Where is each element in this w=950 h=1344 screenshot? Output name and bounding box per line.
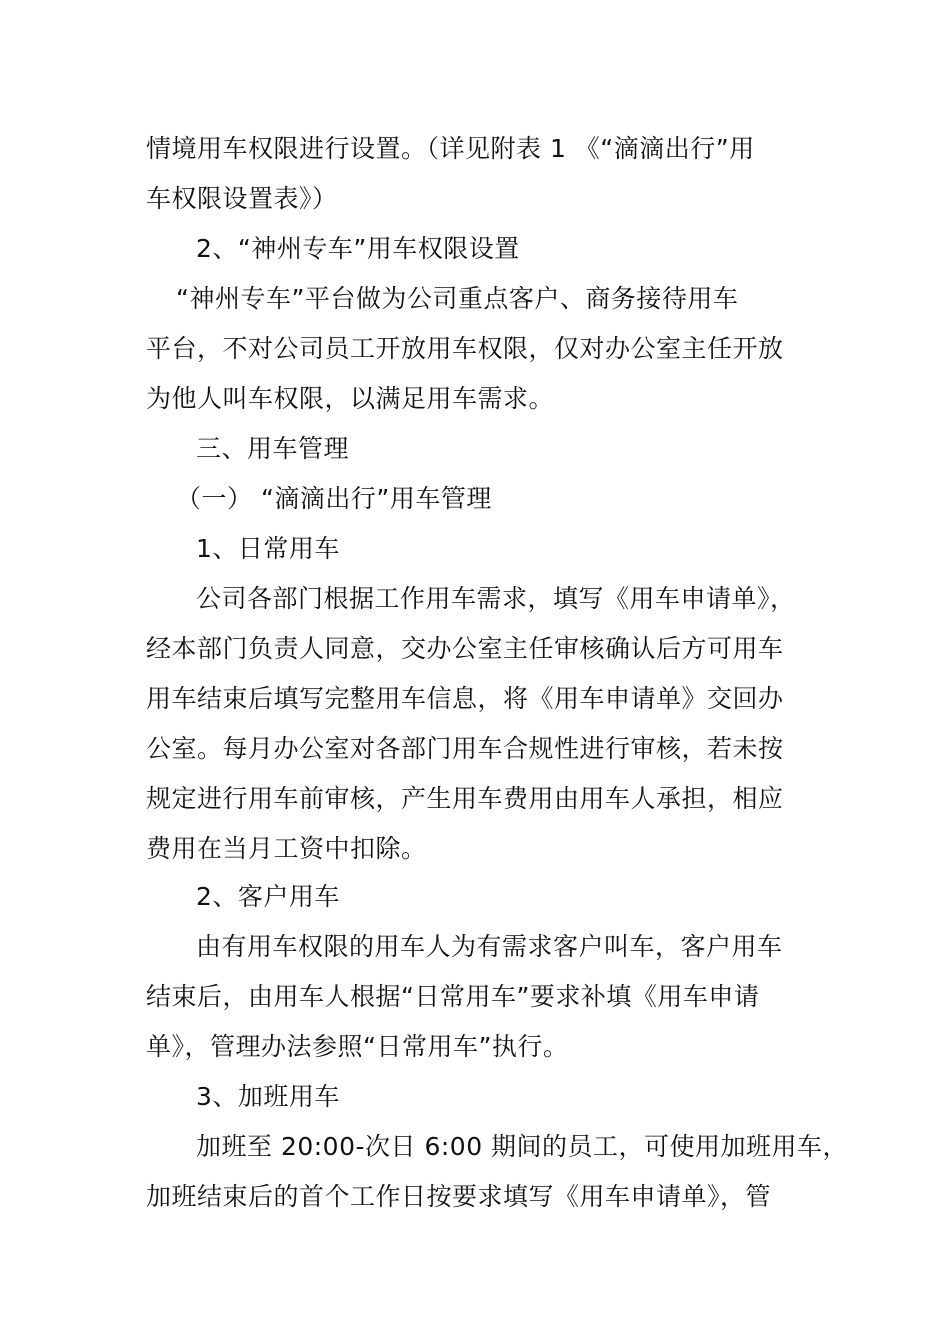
paragraph-line: 公司各部门根据工作用车需求，填写《用车申请单》， <box>196 584 796 613</box>
paragraph-line: 平台，不对公司员工开放用车权限，仅对办公室主任开放 <box>146 334 784 363</box>
paragraph-line: 情境用车权限进行设置。（详见附表 1 《“滴滴出行”用 <box>146 134 755 163</box>
paragraph-line: 用车结束后填写完整用车信息，将《用车申请单》交回办 <box>146 684 784 713</box>
section-heading: 三、用车管理 <box>196 434 350 463</box>
paragraph-line: 车权限设置表》） <box>146 184 338 213</box>
paragraph-line: “神州专车”平台做为公司重点客户、商务接待用车 <box>176 284 739 313</box>
section-heading: 2、“神州专车”用车权限设置 <box>196 234 520 263</box>
paragraph-line: 规定进行用车前审核，产生用车费用由用车人承担，相应 <box>146 784 784 813</box>
subsection-heading: 1、日常用车 <box>196 534 340 563</box>
paragraph-line: 加班结束后的首个工作日按要求填写《用车申请单》，管 <box>146 1182 772 1211</box>
paragraph-line: 结束后，由用车人根据“日常用车”要求补填《用车申请 <box>146 982 760 1011</box>
subsection-heading: 3、加班用车 <box>196 1082 340 1111</box>
paragraph-line: 由有用车权限的用车人为有需求客户叫车，客户用车 <box>196 932 783 961</box>
paragraph-line: 经本部门负责人同意，交办公室主任审核确认后方可用车 <box>146 634 784 663</box>
paragraph-line: 为他人叫车权限，以满足用车需求。 <box>146 384 555 413</box>
paragraph-line: 单》，管理办法参照“日常用车”执行。 <box>146 1032 569 1061</box>
paragraph-line: 公室。每月办公室对各部门用车合规性进行审核，若未按 <box>146 734 784 763</box>
paragraph-line: 加班至 20:00-次日 6:00 期间的员工，可使用加班用车， <box>196 1132 849 1161</box>
subsection-heading: 2、客户用车 <box>196 882 340 911</box>
paragraph-line: 费用在当月工资中扣除。 <box>146 834 427 863</box>
subsection-heading: （一） “滴滴出行”用车管理 <box>176 484 492 513</box>
